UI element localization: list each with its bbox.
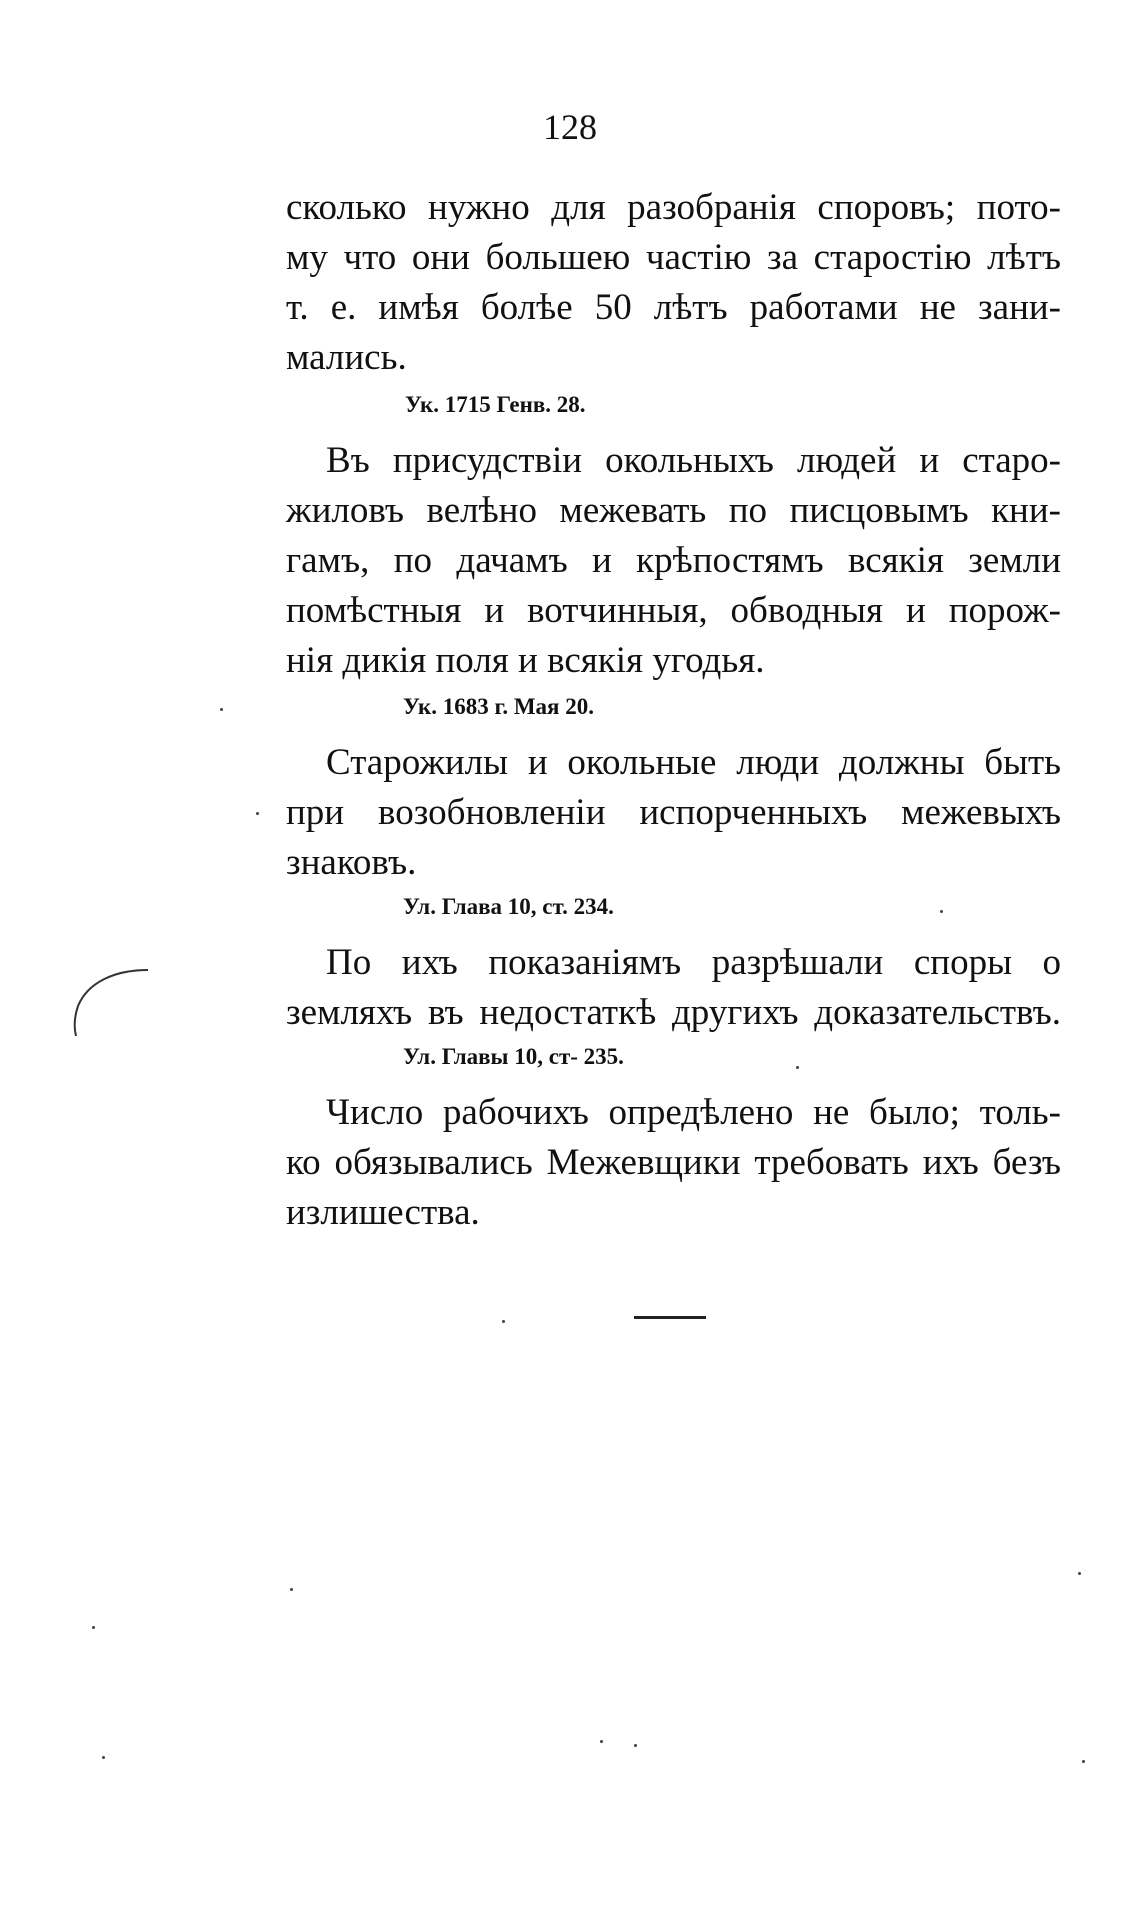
paragraph-1	[286, 183, 1061, 383]
scan-speck	[502, 1320, 505, 1323]
scan-speck	[600, 1740, 603, 1743]
scan-speck	[796, 1066, 799, 1069]
paragraph-line: Старожилы и окольные люди должны быть	[326, 742, 1061, 783]
citation: Ук. 1715 Генв. 28.	[405, 392, 586, 417]
scan-speck	[634, 1744, 637, 1747]
paragraph-line: мались.	[286, 337, 407, 378]
paragraph-line: По ихъ показаніямъ разрѣшали споры о	[326, 942, 1061, 983]
scan-speck	[940, 910, 943, 913]
citation: Ук. 1683 г. Мая 20.	[403, 694, 594, 719]
paragraph-line: Число рабочихъ опредѣлено не было; толь-	[326, 1092, 1061, 1133]
scan-speck	[102, 1756, 105, 1759]
paragraph-line: помѣстныя и вотчинныя, обводныя и порож-	[286, 590, 1061, 631]
scan-speck	[92, 1626, 95, 1629]
page-number: 128	[543, 107, 597, 147]
paragraph-line: при возобновленіи испорченныхъ межевыхъ	[286, 792, 1061, 833]
citation: Ул. Глава 10, ст. 234.	[403, 894, 614, 919]
citation: Ул. Главы 10, ст- 235.	[403, 1044, 624, 1069]
paragraph-line: жиловъ велѣно межевать по писцовымъ кни-	[286, 490, 1061, 531]
scan-speck	[1078, 1572, 1081, 1575]
margin-pen-mark	[70, 968, 150, 1038]
paragraph-line: гамъ, по дачамъ и крѣпостямъ всякія земли	[286, 540, 1061, 581]
paragraph-line: му что они большею частію за старостію лѣтъ	[286, 237, 1061, 278]
paragraph-line: нія дикія поля и всякія угодья.	[286, 640, 765, 681]
paragraph-line: т. е. имѣя болѣе 50 лѣтъ работами не зани-	[286, 287, 1061, 328]
paragraph-4	[286, 938, 1061, 1038]
paragraph-line: излишества.	[286, 1192, 480, 1233]
section-end-rule	[634, 1316, 706, 1319]
scan-speck	[1082, 1760, 1085, 1763]
paragraph-line: Въ присудствіи окольныхъ людей и старо-	[326, 440, 1061, 481]
scan-speck	[290, 1588, 293, 1591]
paragraph-line: знаковъ.	[286, 842, 417, 883]
scan-speck	[220, 708, 223, 711]
scan-speck	[256, 812, 259, 815]
paragraph-line: сколько нужно для разобранія споровъ; пото-	[286, 187, 1061, 228]
paragraph-line: ко обязывались Межевщики требовать ихъ безъ	[286, 1142, 1061, 1183]
paragraph-line: земляхъ въ недостаткѣ другихъ доказательствъ.	[286, 992, 1061, 1033]
paragraph-2	[286, 436, 1061, 686]
paragraph-5	[286, 1088, 1061, 1238]
paragraph-3	[286, 738, 1061, 888]
